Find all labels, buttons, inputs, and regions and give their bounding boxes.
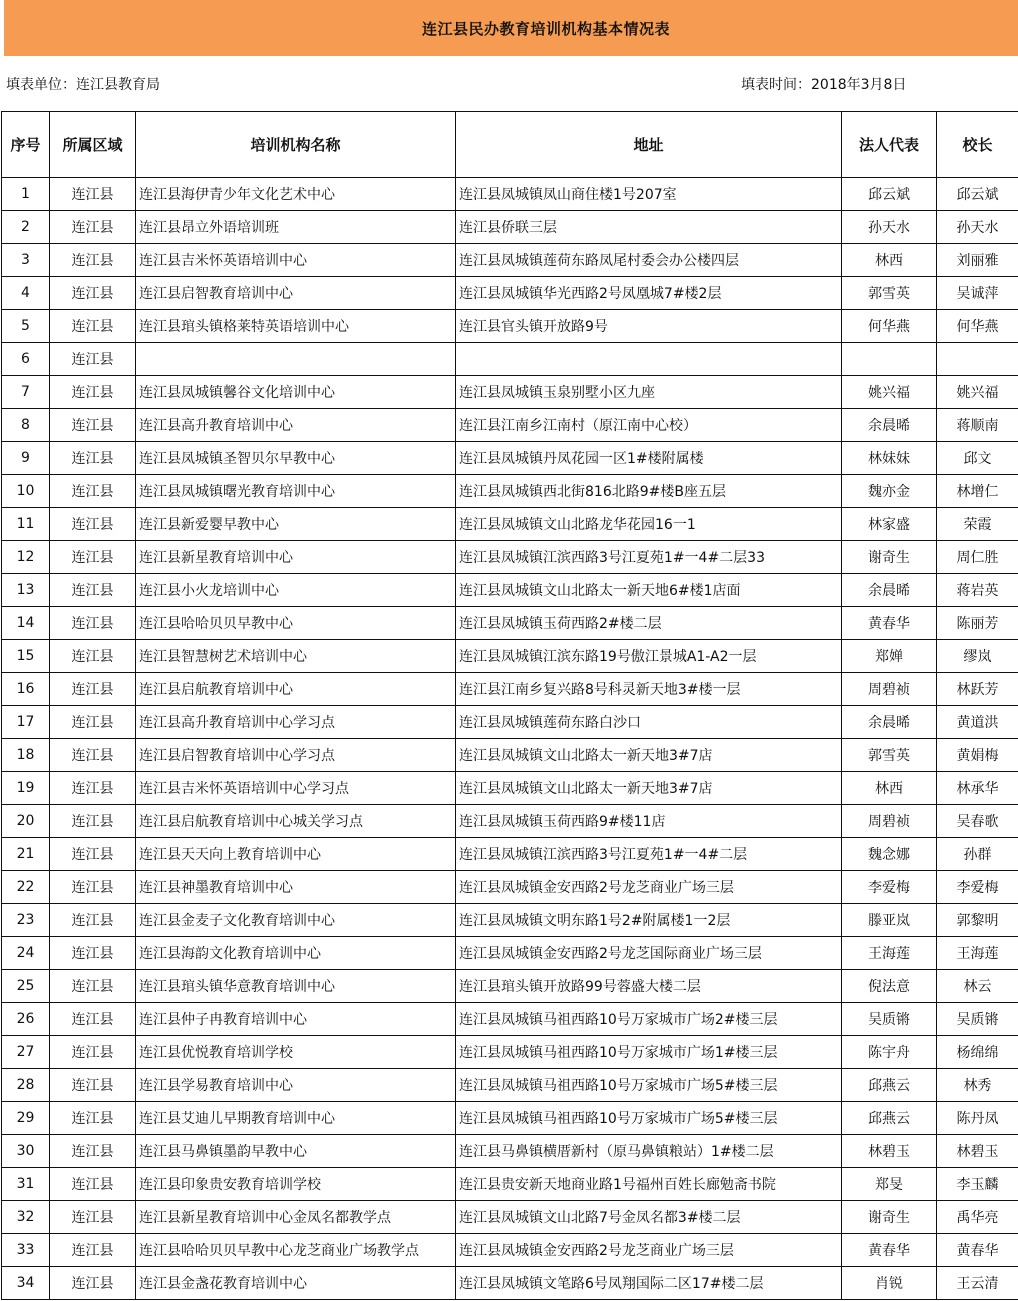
cell-legal-rep: 林西 [842, 772, 937, 805]
cell-address: 连江县马鼻镇横厝新村（原马鼻镇粮站）1#楼二层 [456, 1135, 842, 1168]
cell-region: 连江县 [50, 1168, 136, 1201]
cell-name: 连江县启航教育培训中心城关学习点 [136, 805, 456, 838]
table-row [2, 1102, 1018, 1135]
cell-seq: 7 [2, 376, 50, 409]
meta-row [0, 74, 1018, 96]
cell-address: 连江县侨联三层 [456, 211, 842, 244]
cell-legal-rep: 肖锐 [842, 1267, 937, 1300]
table-row [2, 937, 1018, 970]
cell-address: 连江县凤城镇西北街816北路9#楼B座五层 [456, 475, 842, 508]
cell-principal: 邱文 [937, 442, 1018, 475]
cell-address: 连江县凤城镇文山北路太一新天地3#7店 [456, 739, 842, 772]
cell-name: 连江县神墨教育培训中心 [136, 871, 456, 904]
cell-legal-rep: 李爱梅 [842, 871, 937, 904]
cell-seq: 21 [2, 838, 50, 871]
table-row [2, 904, 1018, 937]
cell-address [456, 343, 842, 376]
cell-principal: 姚兴福 [937, 376, 1018, 409]
cell-principal: 林秀 [937, 1069, 1018, 1102]
table-row [2, 607, 1018, 640]
cell-legal-rep: 周碧祯 [842, 673, 937, 706]
cell-address: 连江县凤城镇马祖西路10号万家城市广场5#楼三层 [456, 1102, 842, 1135]
cell-principal: 邱云斌 [937, 178, 1018, 211]
cell-region: 连江县 [50, 706, 136, 739]
table-row [2, 1036, 1018, 1069]
cell-seq: 26 [2, 1003, 50, 1036]
cell-region: 连江县 [50, 739, 136, 772]
cell-region: 连江县 [50, 1201, 136, 1234]
cell-legal-rep: 周碧祯 [842, 805, 937, 838]
cell-address: 连江县凤城镇玉荷西路9#楼11店 [456, 805, 842, 838]
cell-legal-rep: 黄春华 [842, 1234, 937, 1267]
cell-legal-rep: 郭雪英 [842, 277, 937, 310]
cell-legal-rep: 黄春华 [842, 607, 937, 640]
cell-principal: 蒋岩英 [937, 574, 1018, 607]
header-region: 所属区域 [50, 112, 136, 178]
table-row [2, 805, 1018, 838]
header-seq: 序号 [2, 112, 50, 178]
table-row [2, 970, 1018, 1003]
cell-principal: 陈丽芳 [937, 607, 1018, 640]
cell-name [136, 343, 456, 376]
table-row [2, 1168, 1018, 1201]
cell-name: 连江县小火龙培训中心 [136, 574, 456, 607]
cell-address: 连江县凤城镇文山北路太一新天地6#楼1店面 [456, 574, 842, 607]
cell-address: 连江县贵安新天地商业路1号福州百姓长廊勉斋书院 [456, 1168, 842, 1201]
cell-name: 连江县凤城镇曙光教育培训中心 [136, 475, 456, 508]
cell-legal-rep: 余晨晞 [842, 574, 937, 607]
table-row [2, 1234, 1018, 1267]
cell-region: 连江县 [50, 442, 136, 475]
table-row [2, 376, 1018, 409]
cell-name: 连江县哈哈贝贝早教中心龙芝商业广场教学点 [136, 1234, 456, 1267]
cell-legal-rep: 郑旻 [842, 1168, 937, 1201]
cell-principal: 林云 [937, 970, 1018, 1003]
cell-principal: 吴春歌 [937, 805, 1018, 838]
table-row [2, 706, 1018, 739]
cell-seq: 12 [2, 541, 50, 574]
cell-region: 连江县 [50, 574, 136, 607]
cell-seq: 9 [2, 442, 50, 475]
cell-principal: 禹华亮 [937, 1201, 1018, 1234]
cell-region: 连江县 [50, 211, 136, 244]
cell-legal-rep: 吴质锵 [842, 1003, 937, 1036]
table-row [2, 871, 1018, 904]
table-row [2, 1135, 1018, 1168]
cell-address: 连江县凤城镇文笔路6号凤翔国际二区17#楼二层 [456, 1267, 842, 1300]
cell-legal-rep: 邱燕云 [842, 1102, 937, 1135]
cell-principal: 周仁胜 [937, 541, 1018, 574]
cell-address: 连江县凤城镇玉泉别墅小区九座 [456, 376, 842, 409]
cell-address: 连江县凤城镇凤山商住楼1号207室 [456, 178, 842, 211]
table-row [2, 508, 1018, 541]
cell-address: 连江县凤城镇江滨东路19号傲江景城A1-A2一层 [456, 640, 842, 673]
cell-region: 连江县 [50, 508, 136, 541]
cell-region: 连江县 [50, 310, 136, 343]
cell-legal-rep: 谢奇生 [842, 541, 937, 574]
cell-region: 连江县 [50, 805, 136, 838]
cell-name: 连江县新爱婴早教中心 [136, 508, 456, 541]
cell-legal-rep: 陈宇舟 [842, 1036, 937, 1069]
cell-legal-rep: 魏念娜 [842, 838, 937, 871]
cell-region: 连江县 [50, 376, 136, 409]
cell-address: 连江县官头镇开放路9号 [456, 310, 842, 343]
cell-region: 连江县 [50, 1069, 136, 1102]
cell-seq: 19 [2, 772, 50, 805]
cell-legal-rep: 王海莲 [842, 937, 937, 970]
cell-principal: 蒋顺南 [937, 409, 1018, 442]
cell-principal [937, 343, 1018, 376]
table-row [2, 673, 1018, 706]
table-row [2, 244, 1018, 277]
table-row [2, 739, 1018, 772]
cell-principal: 陈丹凤 [937, 1102, 1018, 1135]
cell-region: 连江县 [50, 838, 136, 871]
cell-principal: 吴诚萍 [937, 277, 1018, 310]
cell-name: 连江县高升教育培训中心 [136, 409, 456, 442]
cell-address: 连江县凤城镇华光西路2号凤凰城7#楼2层 [456, 277, 842, 310]
cell-address: 连江县琯头镇开放路99号蓉盛大楼二层 [456, 970, 842, 1003]
cell-name: 连江县新星教育培训中心 [136, 541, 456, 574]
cell-address: 连江县江南乡江南村（原江南中心校） [456, 409, 842, 442]
table-row [2, 1003, 1018, 1036]
cell-region: 连江县 [50, 1135, 136, 1168]
cell-name: 连江县仲子冉教育培训中心 [136, 1003, 456, 1036]
cell-name: 连江县学易教育培训中心 [136, 1069, 456, 1102]
cell-region: 连江县 [50, 1102, 136, 1135]
cell-legal-rep: 林妹妹 [842, 442, 937, 475]
cell-address: 连江县凤城镇金安西路2号龙芝商业广场三层 [456, 871, 842, 904]
cell-legal-rep: 魏亦金 [842, 475, 937, 508]
table-row [2, 640, 1018, 673]
cell-name: 连江县高升教育培训中心学习点 [136, 706, 456, 739]
header-address: 地址 [456, 112, 842, 178]
cell-seq: 28 [2, 1069, 50, 1102]
table-body [2, 178, 1018, 1300]
cell-legal-rep: 郭雪英 [842, 739, 937, 772]
cell-seq: 6 [2, 343, 50, 376]
cell-seq: 25 [2, 970, 50, 1003]
cell-region: 连江县 [50, 607, 136, 640]
cell-name: 连江县金麦子文化教育培训中心 [136, 904, 456, 937]
cell-legal-rep: 何华燕 [842, 310, 937, 343]
cell-legal-rep: 郑婵 [842, 640, 937, 673]
cell-region: 连江县 [50, 1234, 136, 1267]
cell-principal: 林跃芳 [937, 673, 1018, 706]
table-row [2, 211, 1018, 244]
page-title: 连江县民办教育培训机构基本情况表 [421, 19, 670, 38]
table-row [2, 343, 1018, 376]
cell-principal: 荣霞 [937, 508, 1018, 541]
cell-address: 连江县凤城镇莲荷东路凤尾村委会办公楼四层 [456, 244, 842, 277]
cell-seq: 34 [2, 1267, 50, 1300]
cell-name: 连江县新星教育培训中心金凤名都教学点 [136, 1201, 456, 1234]
cell-legal-rep: 邱燕云 [842, 1069, 937, 1102]
cell-name: 连江县启智教育培训中心 [136, 277, 456, 310]
cell-seq: 29 [2, 1102, 50, 1135]
cell-name: 连江县吉米怀英语培训中心学习点 [136, 772, 456, 805]
cell-region: 连江县 [50, 937, 136, 970]
table-row [2, 277, 1018, 310]
cell-principal: 林增仁 [937, 475, 1018, 508]
cell-principal: 李爱梅 [937, 871, 1018, 904]
cell-name: 连江县启智教育培训中心学习点 [136, 739, 456, 772]
cell-principal: 孙群 [937, 838, 1018, 871]
cell-seq: 8 [2, 409, 50, 442]
table-row [2, 409, 1018, 442]
table-row [2, 310, 1018, 343]
cell-name: 连江县琯头镇格莱特英语培训中心 [136, 310, 456, 343]
cell-address: 连江县凤城镇江滨西路3号江夏苑1#一4#二层33 [456, 541, 842, 574]
cell-region: 连江县 [50, 475, 136, 508]
cell-seq: 2 [2, 211, 50, 244]
cell-name: 连江县优悦教育培训学校 [136, 1036, 456, 1069]
cell-address: 连江县凤城镇马祖西路10号万家城市广场5#楼三层 [456, 1069, 842, 1102]
cell-principal: 杨绵绵 [937, 1036, 1018, 1069]
table-row [2, 1267, 1018, 1300]
cell-legal-rep: 滕亚岚 [842, 904, 937, 937]
cell-region: 连江县 [50, 1036, 136, 1069]
cell-principal: 林承华 [937, 772, 1018, 805]
fill-unit: 填表单位：连江县教育局 [6, 77, 160, 93]
cell-address: 连江县凤城镇文明东路1号2#附属楼1一2层 [456, 904, 842, 937]
institution-table [1, 111, 1018, 1300]
cell-principal: 黄道洪 [937, 706, 1018, 739]
cell-seq: 11 [2, 508, 50, 541]
cell-legal-rep: 倪法意 [842, 970, 937, 1003]
cell-region: 连江县 [50, 1267, 136, 1300]
cell-name: 连江县海韵文化教育培训中心 [136, 937, 456, 970]
cell-name: 连江县印象贵安教育培训学校 [136, 1168, 456, 1201]
cell-name: 连江县马鼻镇墨韵早教中心 [136, 1135, 456, 1168]
cell-seq: 16 [2, 673, 50, 706]
table-row [2, 178, 1018, 211]
cell-name: 连江县天天向上教育培训中心 [136, 838, 456, 871]
cell-region: 连江县 [50, 244, 136, 277]
cell-name: 连江县海伊青少年文化艺术中心 [136, 178, 456, 211]
cell-legal-rep [842, 343, 937, 376]
cell-name: 连江县凤城镇馨谷文化培训中心 [136, 376, 456, 409]
cell-address: 连江县凤城镇金安西路2号龙芝商业广场三层 [456, 1234, 842, 1267]
cell-principal: 何华燕 [937, 310, 1018, 343]
cell-address: 连江县凤城镇丹凤花园一区1#楼附属楼 [456, 442, 842, 475]
cell-seq: 10 [2, 475, 50, 508]
cell-region: 连江县 [50, 904, 136, 937]
cell-seq: 4 [2, 277, 50, 310]
cell-seq: 14 [2, 607, 50, 640]
header-principal: 校长 [937, 112, 1018, 178]
cell-region: 连江县 [50, 640, 136, 673]
cell-name: 连江县昂立外语培训班 [136, 211, 456, 244]
cell-principal: 王云清 [937, 1267, 1018, 1300]
cell-region: 连江县 [50, 772, 136, 805]
title-bar [4, 0, 1018, 56]
cell-name: 连江县金盏花教育培训中心 [136, 1267, 456, 1300]
header-legal-rep: 法人代表 [842, 112, 937, 178]
cell-seq: 17 [2, 706, 50, 739]
cell-address: 连江县凤城镇文山北路太一新天地3#7店 [456, 772, 842, 805]
cell-principal: 林碧玉 [937, 1135, 1018, 1168]
cell-seq: 18 [2, 739, 50, 772]
cell-region: 连江县 [50, 871, 136, 904]
cell-seq: 23 [2, 904, 50, 937]
table-row [2, 541, 1018, 574]
cell-principal: 郭黎明 [937, 904, 1018, 937]
cell-seq: 1 [2, 178, 50, 211]
cell-region: 连江县 [50, 178, 136, 211]
cell-region: 连江县 [50, 343, 136, 376]
cell-seq: 30 [2, 1135, 50, 1168]
cell-seq: 5 [2, 310, 50, 343]
cell-legal-rep: 邱云斌 [842, 178, 937, 211]
cell-legal-rep: 姚兴福 [842, 376, 937, 409]
cell-address: 连江县凤城镇金安西路2号龙芝国际商业广场三层 [456, 937, 842, 970]
cell-legal-rep: 林碧玉 [842, 1135, 937, 1168]
cell-seq: 31 [2, 1168, 50, 1201]
table-row [2, 838, 1018, 871]
cell-seq: 33 [2, 1234, 50, 1267]
cell-legal-rep: 余晨晞 [842, 706, 937, 739]
cell-address: 连江县凤城镇莲荷东路白沙口 [456, 706, 842, 739]
cell-address: 连江县凤城镇文山北路7号金凤名都3#楼二层 [456, 1201, 842, 1234]
cell-seq: 27 [2, 1036, 50, 1069]
cell-principal: 王海莲 [937, 937, 1018, 970]
cell-seq: 24 [2, 937, 50, 970]
table-row [2, 772, 1018, 805]
cell-principal: 黄娟梅 [937, 739, 1018, 772]
cell-name: 连江县凤城镇圣智贝尔早教中心 [136, 442, 456, 475]
cell-seq: 32 [2, 1201, 50, 1234]
cell-name: 连江县智慧树艺术培训中心 [136, 640, 456, 673]
cell-address: 连江县凤城镇文山北路龙华花园16一1 [456, 508, 842, 541]
table-row [2, 475, 1018, 508]
table-row [2, 574, 1018, 607]
cell-name: 连江县哈哈贝贝早教中心 [136, 607, 456, 640]
cell-legal-rep: 孙天水 [842, 211, 937, 244]
cell-seq: 22 [2, 871, 50, 904]
cell-name: 连江县启航教育培训中心 [136, 673, 456, 706]
cell-region: 连江县 [50, 277, 136, 310]
cell-legal-rep: 谢奇生 [842, 1201, 937, 1234]
cell-name: 连江县吉米怀英语培训中心 [136, 244, 456, 277]
cell-address: 连江县凤城镇玉荷西路2#楼二层 [456, 607, 842, 640]
cell-region: 连江县 [50, 409, 136, 442]
cell-principal: 缪岚 [937, 640, 1018, 673]
cell-seq: 13 [2, 574, 50, 607]
header-name: 培训机构名称 [136, 112, 456, 178]
cell-legal-rep: 林西 [842, 244, 937, 277]
table-row [2, 1201, 1018, 1234]
cell-region: 连江县 [50, 970, 136, 1003]
cell-seq: 15 [2, 640, 50, 673]
cell-legal-rep: 余晨晞 [842, 409, 937, 442]
cell-principal: 吴质锵 [937, 1003, 1018, 1036]
cell-principal: 孙天水 [937, 211, 1018, 244]
cell-legal-rep: 林家盛 [842, 508, 937, 541]
cell-principal: 刘丽雅 [937, 244, 1018, 277]
cell-address: 连江县凤城镇江滨西路3号江夏苑1#一4#二层 [456, 838, 842, 871]
cell-name: 连江县艾迪儿早期教育培训中心 [136, 1102, 456, 1135]
cell-principal: 李玉麟 [937, 1168, 1018, 1201]
cell-seq: 3 [2, 244, 50, 277]
cell-name: 连江县琯头镇华意教育培训中心 [136, 970, 456, 1003]
table-header-row [2, 112, 1018, 178]
fill-date: 填表时间：2018年3月8日 [741, 77, 907, 93]
table-row [2, 1069, 1018, 1102]
cell-principal: 黄春华 [937, 1234, 1018, 1267]
cell-address: 连江县凤城镇马祖西路10号万家城市广场1#楼三层 [456, 1036, 842, 1069]
cell-region: 连江县 [50, 1003, 136, 1036]
cell-region: 连江县 [50, 673, 136, 706]
cell-address: 连江县凤城镇马祖西路10号万家城市广场2#楼三层 [456, 1003, 842, 1036]
cell-region: 连江县 [50, 541, 136, 574]
cell-address: 连江县江南乡复兴路8号科灵新天地3#楼一层 [456, 673, 842, 706]
cell-seq: 20 [2, 805, 50, 838]
table-row [2, 442, 1018, 475]
